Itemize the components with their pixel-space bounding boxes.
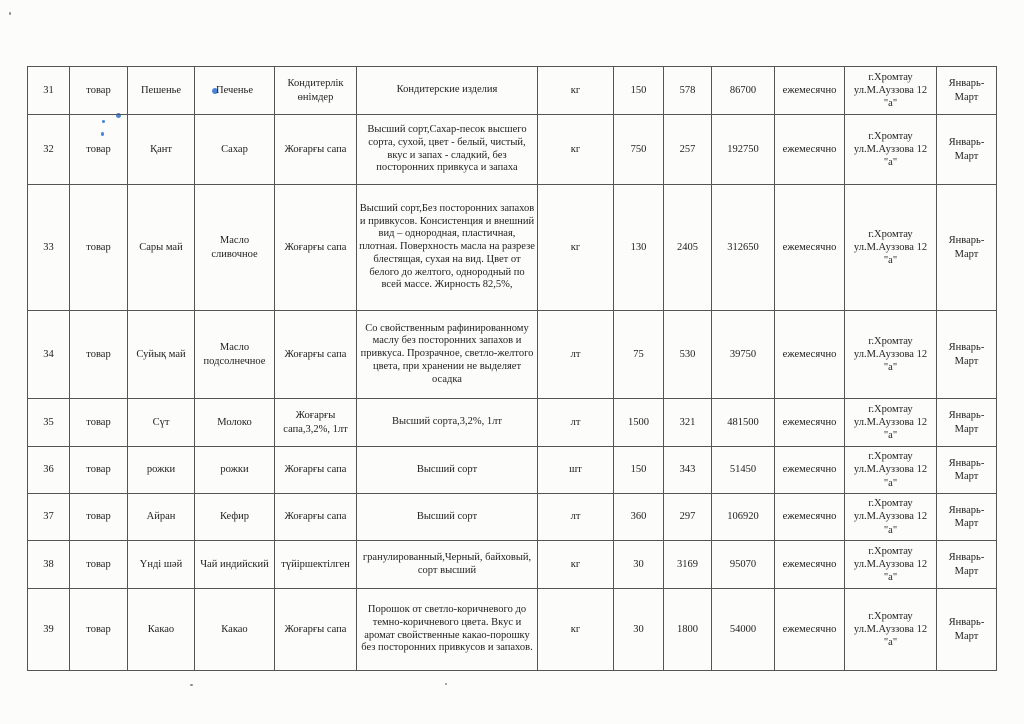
row-description: Высший сорт bbox=[357, 494, 538, 541]
table-row bbox=[28, 311, 997, 399]
row-grade: Жоғарғы сапа bbox=[275, 447, 357, 494]
row-sum: 39750 bbox=[712, 311, 775, 399]
row-sum: 312650 bbox=[712, 185, 775, 311]
row-address: г.Хромтау ул.М.Ауззова 12 "а" bbox=[845, 115, 937, 185]
row-description: Со свойственным рафинированному маслу без посторонних запахов и привкуса. Прозрачное, светло-желтого цвета, при хранении не выделяет осадка bbox=[357, 311, 538, 399]
row-name-kz: рожки bbox=[128, 447, 195, 494]
row-price: 343 bbox=[664, 447, 712, 494]
row-grade: Кондитерлік өнімдер bbox=[275, 67, 357, 115]
row-quantity: 30 bbox=[614, 589, 664, 671]
row-unit: лт bbox=[538, 311, 614, 399]
row-name-ru: Чай индийский bbox=[195, 541, 275, 589]
row-address: г.Хромтау ул.М.Ауззова 12 "а" bbox=[845, 541, 937, 589]
row-type: товар bbox=[70, 311, 128, 399]
goods-table bbox=[27, 66, 997, 671]
row-period: Январь-Март bbox=[937, 67, 997, 115]
row-grade: Жоғарғы сапа bbox=[275, 115, 357, 185]
row-period: Январь-Март bbox=[937, 447, 997, 494]
row-unit: кг bbox=[538, 541, 614, 589]
row-period: Январь-Март bbox=[937, 494, 997, 541]
row-address: г.Хромтау ул.М.Ауззова 12 "а" bbox=[845, 589, 937, 671]
row-price: 257 bbox=[664, 115, 712, 185]
table-row bbox=[28, 185, 997, 311]
row-price: 2405 bbox=[664, 185, 712, 311]
table-row bbox=[28, 494, 997, 541]
row-grade: Жоғарғы сапа bbox=[275, 185, 357, 311]
row-frequency: ежемесячно bbox=[775, 447, 845, 494]
row-frequency: ежемесячно bbox=[775, 541, 845, 589]
row-name-kz: Үнді шәй bbox=[128, 541, 195, 589]
row-type: товар bbox=[70, 447, 128, 494]
row-name-kz: Сары май bbox=[128, 185, 195, 311]
row-unit: лт bbox=[538, 494, 614, 541]
row-description: Высший сорт,Сахар-песок высшего сорта, сухой, цвет - белый, чистый, вкус и запах - сладкий, без посторонних привкуса и запаха bbox=[357, 115, 538, 185]
row-name-kz: Сүт bbox=[128, 399, 195, 447]
row-quantity: 150 bbox=[614, 447, 664, 494]
row-frequency: ежемесячно bbox=[775, 589, 845, 671]
scan-speck bbox=[9, 12, 11, 15]
row-grade: Жоғарғы сапа bbox=[275, 494, 357, 541]
row-unit: кг bbox=[538, 67, 614, 115]
row-description: гранулированный,Черный, байховый, сорт высший bbox=[357, 541, 538, 589]
row-quantity: 750 bbox=[614, 115, 664, 185]
row-address: г.Хромтау ул.М.Ауззова 12 "а" bbox=[845, 311, 937, 399]
row-name-kz: Суйық май bbox=[128, 311, 195, 399]
row-unit: кг bbox=[538, 115, 614, 185]
row-frequency: ежемесячно bbox=[775, 399, 845, 447]
row-price: 578 bbox=[664, 67, 712, 115]
row-sum: 86700 bbox=[712, 67, 775, 115]
row-address: г.Хромтау ул.М.Ауззова 12 "а" bbox=[845, 185, 937, 311]
row-type: товар bbox=[70, 67, 128, 115]
row-price: 321 bbox=[664, 399, 712, 447]
row-grade: Жоғарғы сапа,3,2%, 1лт bbox=[275, 399, 357, 447]
row-frequency: ежемесячно bbox=[775, 185, 845, 311]
row-price: 3169 bbox=[664, 541, 712, 589]
row-description: Высший сорта,3,2%, 1лт bbox=[357, 399, 538, 447]
table-row bbox=[28, 399, 997, 447]
scan-speck bbox=[445, 683, 447, 685]
row-sum: 51450 bbox=[712, 447, 775, 494]
row-type: товар bbox=[70, 494, 128, 541]
row-name-ru: рожки bbox=[195, 447, 275, 494]
row-number: 33 bbox=[28, 185, 70, 311]
row-frequency: ежемесячно bbox=[775, 494, 845, 541]
row-sum: 95070 bbox=[712, 541, 775, 589]
row-number: 31 bbox=[28, 67, 70, 115]
row-type: товар bbox=[70, 399, 128, 447]
table-row bbox=[28, 447, 997, 494]
row-type: товар bbox=[70, 185, 128, 311]
row-number: 36 bbox=[28, 447, 70, 494]
row-price: 297 bbox=[664, 494, 712, 541]
table-row bbox=[28, 589, 997, 671]
row-frequency: ежемесячно bbox=[775, 311, 845, 399]
row-sum: 481500 bbox=[712, 399, 775, 447]
row-address: г.Хромтау ул.М.Ауззова 12 "а" bbox=[845, 447, 937, 494]
row-period: Январь-Март bbox=[937, 589, 997, 671]
row-quantity: 360 bbox=[614, 494, 664, 541]
table-row bbox=[28, 541, 997, 589]
row-type: товар bbox=[70, 541, 128, 589]
row-period: Январь-Март bbox=[937, 541, 997, 589]
row-name-kz: Айран bbox=[128, 494, 195, 541]
row-description: Кондитерские изделия bbox=[357, 67, 538, 115]
row-grade: Жоғарғы сапа bbox=[275, 311, 357, 399]
row-type: товар bbox=[70, 589, 128, 671]
row-frequency: ежемесячно bbox=[775, 115, 845, 185]
row-unit: лт bbox=[538, 399, 614, 447]
table-body bbox=[28, 67, 997, 671]
row-name-kz: Какао bbox=[128, 589, 195, 671]
row-name-ru: Масло сливочное bbox=[195, 185, 275, 311]
row-price: 1800 bbox=[664, 589, 712, 671]
row-name-ru: Сахар bbox=[195, 115, 275, 185]
row-quantity: 75 bbox=[614, 311, 664, 399]
row-period: Январь-Март bbox=[937, 185, 997, 311]
row-price: 530 bbox=[664, 311, 712, 399]
row-period: Январь-Март bbox=[937, 115, 997, 185]
row-unit: кг bbox=[538, 589, 614, 671]
row-name-kz: Қант bbox=[128, 115, 195, 185]
row-unit: шт bbox=[538, 447, 614, 494]
row-name-ru: Печенье bbox=[195, 67, 275, 115]
row-number: 32 bbox=[28, 115, 70, 185]
row-sum: 106920 bbox=[712, 494, 775, 541]
row-name-ru: Кефир bbox=[195, 494, 275, 541]
row-grade: Жоғарғы сапа bbox=[275, 589, 357, 671]
row-name-ru: Какао bbox=[195, 589, 275, 671]
scan-speck bbox=[190, 684, 193, 686]
table-row bbox=[28, 115, 997, 185]
row-address: г.Хромтау ул.М.Ауззова 12 "а" bbox=[845, 494, 937, 541]
row-number: 34 bbox=[28, 311, 70, 399]
row-number: 38 bbox=[28, 541, 70, 589]
row-sum: 54000 bbox=[712, 589, 775, 671]
table-row bbox=[28, 67, 997, 115]
row-quantity: 130 bbox=[614, 185, 664, 311]
row-quantity: 1500 bbox=[614, 399, 664, 447]
row-address: г.Хромтау ул.М.Ауззова 12 "а" bbox=[845, 67, 937, 115]
row-type: товар bbox=[70, 115, 128, 185]
row-quantity: 150 bbox=[614, 67, 664, 115]
row-quantity: 30 bbox=[614, 541, 664, 589]
row-number: 37 bbox=[28, 494, 70, 541]
row-period: Январь-Март bbox=[937, 399, 997, 447]
row-unit: кг bbox=[538, 185, 614, 311]
row-sum: 192750 bbox=[712, 115, 775, 185]
row-name-kz: Пешенье bbox=[128, 67, 195, 115]
row-number: 39 bbox=[28, 589, 70, 671]
row-name-ru: Масло подсолнечное bbox=[195, 311, 275, 399]
row-address: г.Хромтау ул.М.Ауззова 12 "а" bbox=[845, 399, 937, 447]
row-grade: түйіршектілген bbox=[275, 541, 357, 589]
row-period: Январь-Март bbox=[937, 311, 997, 399]
row-description: Порошок от светло-коричневого до темно-коричневого цвета. Вкус и аромат свойственные какао-порошку без посторонних привкусов и запахов. bbox=[357, 589, 538, 671]
row-frequency: ежемесячно bbox=[775, 67, 845, 115]
row-name-ru: Молоко bbox=[195, 399, 275, 447]
row-number: 35 bbox=[28, 399, 70, 447]
row-description: Высший сорт,Без посторонних запахов и привкусов. Консистенция и внешний вид – однородная, пластичная, плотная. Поверхность масла на разрезе блестящая, сухая на вид. Цвет от белого до желтого, однородный по всей массе. Жирность 82,5%, bbox=[357, 185, 538, 311]
row-description: Высший сорт bbox=[357, 447, 538, 494]
